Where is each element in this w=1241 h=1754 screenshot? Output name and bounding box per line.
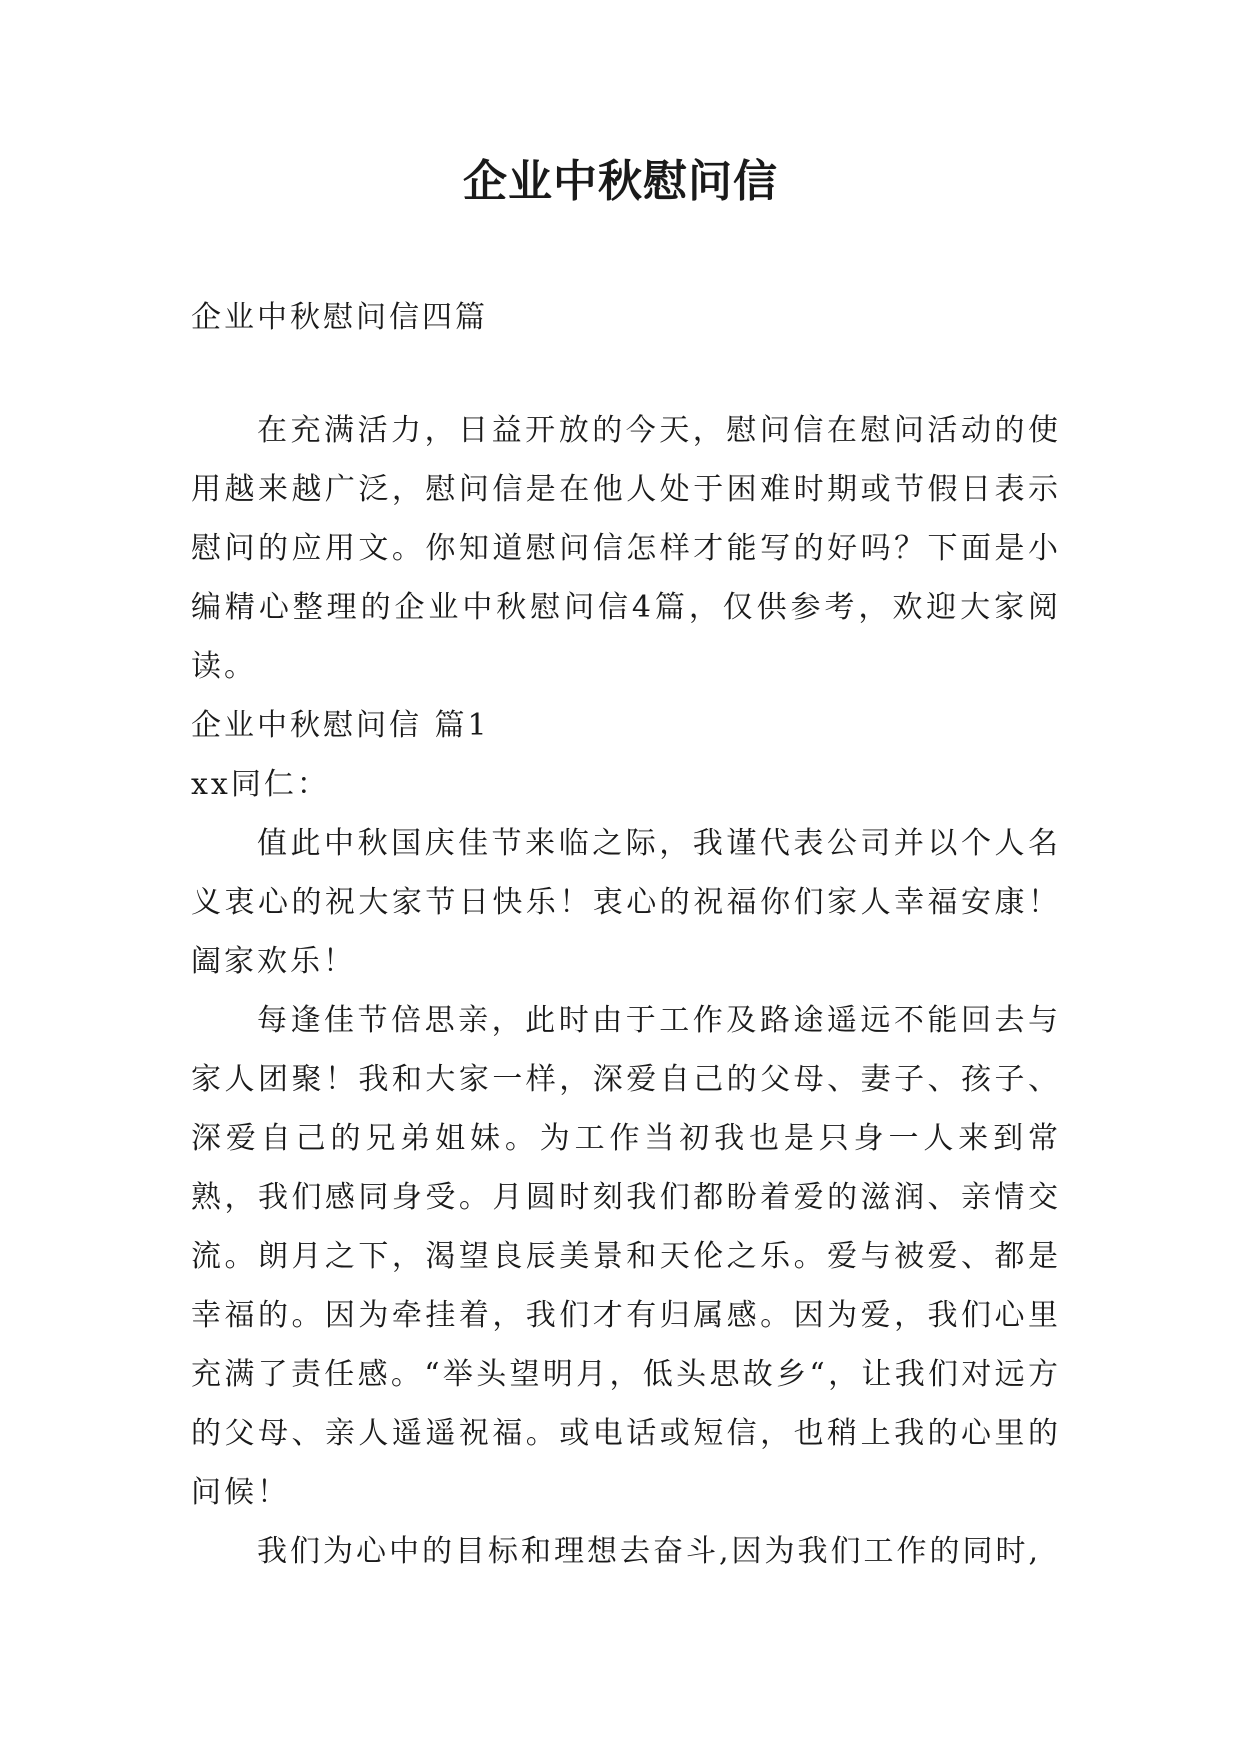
document-title: 企业中秋慰问信	[463, 156, 778, 207]
section-heading: 企业中秋慰问信 篇1	[191, 708, 490, 743]
intro-paragraph: 在充满活力，日益开放的今天，慰问信在慰问活动的使用越来越广泛，慰问信是在他人处于困难时期或节假日表示慰问的应用文。你知道慰问信怎样才能写的好吗？下面是小编精心整理的企业中秋慰问信4篇，仅供参考，欢迎大家阅读。	[191, 413, 1061, 684]
body-paragraph: 值此中秋国庆佳节来临之际，我谨代表公司并以个人名义衷心的祝大家节日快乐！衷心的祝福你们家人幸福安康！阖家欢乐！	[191, 826, 1061, 979]
salutation: xx同仁：	[191, 767, 330, 802]
document-body	[191, 401, 1061, 1581]
document-subtitle: 企业中秋慰问信四篇	[191, 300, 488, 335]
body-paragraph: 我们为心中的目标和理想去奋斗,因为我们工作的同时,	[257, 1534, 1042, 1569]
body-paragraph: 每逢佳节倍思亲，此时由于工作及路途遥远不能回去与家人团聚！我和大家一样，深爱自己的父母、妻子、孩子、深爱自己的兄弟姐妹。为工作当初我也是只身一人来到常熟，我们感同身受。月圆时刻我们都盼着爱的滋润、亲情交流。朗月之下，渴望良辰美景和天伦之乐。爱与被爱、都是幸福的。因为牵挂着，我们才有归属感。因为爱，我们心里充满了责任感。“举头望明月，低头思故乡“，让我们对远方的父母、亲人遥遥祝福。或电话或短信，也稍上我的心里的问候！	[191, 1003, 1061, 1510]
